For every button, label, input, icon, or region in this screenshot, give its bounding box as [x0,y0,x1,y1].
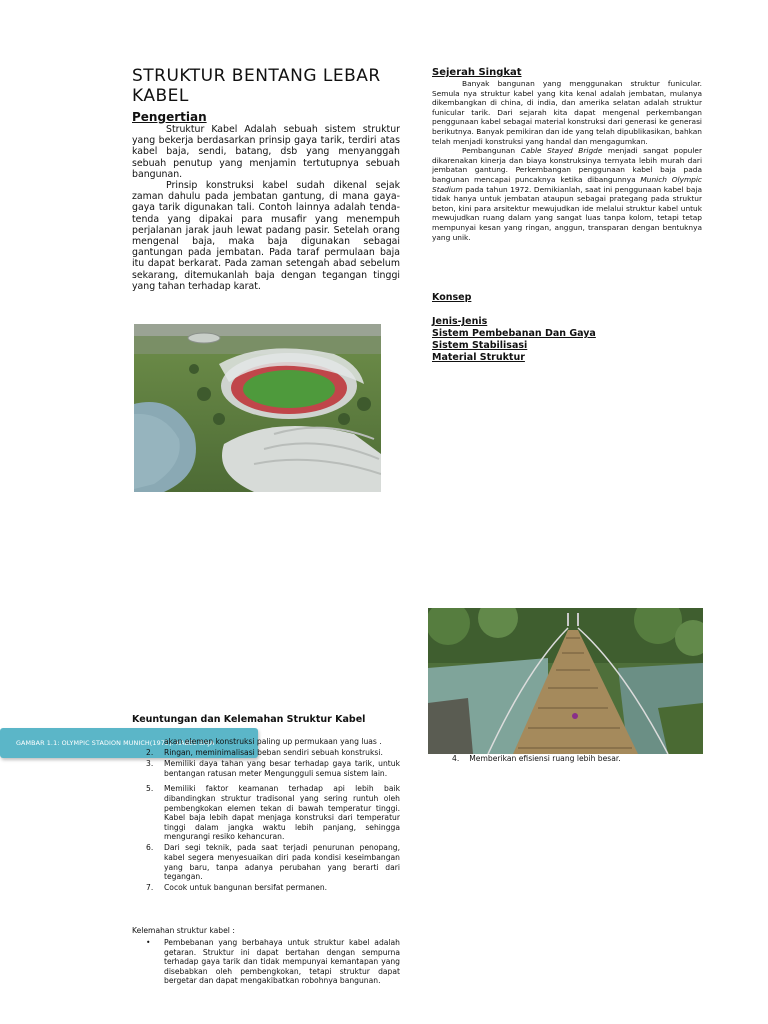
list-item [146,883,400,893]
list-number: 7. [146,883,154,893]
sejarah-text-b: menjadi sangat populer dikarenakan kinerja dan biaya konstruksinya ternyata lebih murah dari jembatan gantung. Perkembangan penggunaan kabel baja pada bangunan mencapai puncaknya ketika dibangunnya [432,146,703,184]
list-text: akan elemen konstruksi paling up permukaan yang luas . [164,737,382,746]
sejarah-text-a: Pembangunan [462,146,521,156]
sejarah-paragraph-2 [432,146,702,242]
list-number: 2. [146,748,154,758]
pengertian-heading: Pengertian [132,110,207,124]
pengertian-body [132,124,400,292]
list-text: Ringan, meminimalisasi beban sendiri sebuah konstruksi. [164,748,383,758]
list-number: 5. [146,784,154,794]
list-number: 3. [146,759,154,769]
list-item [146,784,400,842]
bullet-icon: • [146,938,151,947]
konsep-item: Material Struktur [432,352,525,363]
list-text: Pembebanan yang berbahaya untuk struktur kabel adalah getaran. Struktur ini dapat bertahan dengan sempurna terhadap gaya tarik dan tidak mempunyai kemantapan yang disebabkan oleh pembengkokan, tetapi struktur dapat bergetar dan dapat mengakibatkan robohnya bangunan. [164,938,400,986]
list-item [146,737,400,747]
pengertian-paragraph-2: Prinsip konstruksi kabel sudah dikenal sejak zaman dahulu pada jembatan gantung, di mana gaya-gaya tarik digunakan tali. Contoh lainnya adalah tenda-tenda yang dipakai para musafir yang menempuh perjalanan jarak jauh lewat padang pasir. Setelah orang mengenal baja, maka baja digunakan sebagai gantungan pada jembatan. Pada taraf permulaan baja itu dapat berkarat. Pada zaman setengah abad sebelum sekarang, ditemukanlah baja dengan tegangan tinggi yang tahan terhadap karat. [132,180,400,292]
list-item-4 [452,754,621,763]
pengertian-paragraph-1: Struktur Kabel Adalah sebuah sistem struktur yang bekerja berdasarkan prinsip gaya tarik, terdiri atas kabel baja, sendi, batang, dsb yang menyanggah sebuah penutup yang menjamin tertutupnya sebuah bangunan. [132,124,400,180]
list-item [146,748,400,758]
konsep-list [432,316,596,364]
keuntungan-heading: Keuntungan dan Kelemahan Struktur Kabel [132,714,366,725]
list-item [146,843,400,881]
list-text: Cocok untuk bangunan bersifat permanen. [164,883,328,893]
list-number: 4. [452,754,460,763]
list-text: Memiliki faktor keamanan terhadap api lebih baik dibandingkan struktur tradisonal yang sering runtuh oleh pembengkokan elemen tekan di bawah temperatur tinggi. Kabel baja lebih dapat menjaga konstruksi dari temperatur tinggi dalam jangka waktu lebih panjang, sehingga mengurangi resiko kehancuran. [164,784,400,842]
list-number: 6. [146,843,154,853]
kelemahan-heading: Kelemahan struktur kabel : [132,926,235,935]
sejarah-body [432,79,702,242]
list-item [146,938,400,986]
list-item [146,759,400,778]
sejarah-heading: Sejerah Singkat [432,67,522,78]
list-text: Memiliki daya tahan yang besar terhadap gaya tarik, untuk bentangan ratusan meter Mengungguli semua sistem lain. [164,759,400,778]
konsep-item: Sistem Pembebanan Dan Gaya [432,328,596,339]
keuntungan-list [146,737,400,894]
stadium-photo [134,324,381,492]
munich-stadium-term: Munich Olympic Stadium [432,174,702,194]
konsep-item: Jenis-Jenis [432,316,488,327]
figure-caption: GAMBAR 1.1: OLYMPIC STADION MUNICH(1972). KABEL BAJA [16,739,215,747]
bridge-photo [428,608,703,754]
sejarah-paragraph-1: Banyak bangunan yang menggunakan struktur funicular. Semula nya struktur kabel yang kita kenal adalah jembatan, mulanya dikembangkan di china, di india, dan amerika selatan adalah struktur funicular tarik. Dari sejarah kita dapat mengenal perkembangan penggunaan kabel sebagai material konstruksi dari generasi ke generasi berikutnya. Banyak pemikiran dan ide yang telah dipublikasikan, bahkan telah menjadi konstruksi yang handal dan mengagumkan. [432,79,702,146]
list-text: Dari segi teknik, pada saat terjadi penurunan penopang, kabel segera menyesuaikan diri pada kondisi keseimbangan yang baru, tanpa adanya perubahan yang berarti dari tegangan. [164,843,400,882]
konsep-item: Sistem Stabilisasi [432,340,528,351]
list-text: Memberikan efisiensi ruang lebih besar. [469,754,621,763]
page-title: STRUKTUR BENTANG LEBAR KABEL [132,66,381,106]
sejarah-text-c: pada tahun 1972. Demikianlah, saat ini penggunaan kabel baja tidak hanya untuk jembatan ataupun sebagai prategang pada struktur beton, kini para arsitektur mewujudkan ide melalui struktur kabel untuk mewujudkan ruang dalam yang sangat luas tanpa kolom, tetapi tetap mempunyai kesan yang ringan, anggun, transparan dengan bentuknya yang unik. [432,184,702,242]
konsep-heading: Konsep [432,292,472,303]
cable-stayed-bridge-term: Cable Stayed Brigde [520,146,603,156]
kelemahan-list [146,938,400,987]
